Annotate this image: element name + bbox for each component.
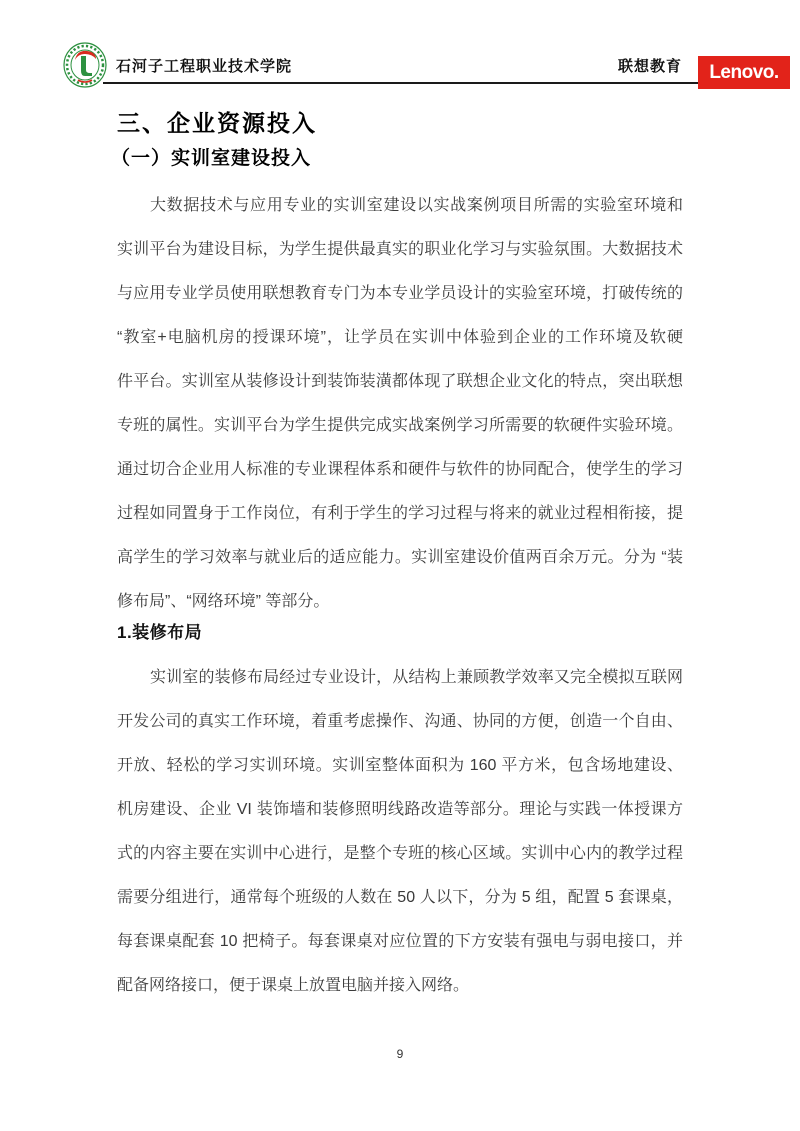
document-body [111, 108, 683, 1008]
sub-heading: 1.装修布局 [117, 623, 203, 642]
paragraph-line: 件平台。实训室从装修设计到装饰装潢都体现了联想企业文化的特点，突出联想 [117, 373, 683, 390]
paragraph-line: 开放、轻松的学习实训环境。实训室整体面积为 160 平方米，包含场地建设、 [117, 757, 683, 774]
paragraph-line: 机房建设、企业 VI 装饰墙和装修照明线路改造等部分。理论与实践一体授课方 [117, 801, 683, 818]
paragraph-line: 实训平台为建设目标，为学生提供最真实的职业化学习与实验氛围。大数据技术 [117, 241, 683, 258]
paragraph-line: 与应用专业学员使用联想教育专门为本专业学员设计的实验室环境，打破传统的 [117, 285, 683, 302]
paragraph-line: 专班的属性。实训平台为学生提供完成实战案例学习所需要的软硬件实验环境。 [117, 417, 683, 434]
subsection-title: （一）实训室建设投入 [111, 148, 312, 169]
lenovo-logo [698, 56, 790, 89]
school-logo-icon [62, 40, 108, 90]
paragraph-1 [117, 184, 683, 624]
paragraph-line: 通过切合企业用人标准的专业课程体系和硬件与软件的协同配合，使学生的学习 [117, 461, 683, 478]
paragraph-line: 每套课桌配套 10 把椅子。每套课桌对应位置的下方安装有强电与弱电接口，并 [117, 933, 683, 950]
page-number: 9 [396, 1047, 404, 1061]
paragraph-line: 高学生的学习效率与就业后的适应能力。实训室建设价值两百余万元。分为 “装 [117, 549, 683, 566]
paragraph-line: 大数据技术与应用专业的实训室建设以实战案例项目所需的实验室环境和 [150, 197, 683, 214]
paragraph-line: “教室+电脑机房的授课环境”，让学员在实训中体验到企业的工作环境及软硬 [117, 329, 683, 346]
paragraph-line: 过程如同置身于工作岗位，有利于学生的学习过程与将来的就业过程相衔接，提 [117, 505, 683, 522]
paragraph-line: 式的内容主要在实训中心进行，是整个专班的核心区域。实训中心内的教学过程 [117, 845, 683, 862]
lenovo-logo-text: Lenovo. [709, 61, 779, 83]
header-divider [103, 82, 712, 84]
partner-name: 联想教育 [617, 58, 682, 75]
paragraph-line: 配备网络接口，便于课桌上放置电脑并接入网络。 [117, 977, 470, 994]
page-header [62, 40, 790, 92]
paragraph-line: 开发公司的真实工作环境，着重考虑操作、沟通、协同的方便，创造一个自由、 [117, 713, 683, 730]
paragraph-line: 需要分组进行，通常每个班级的人数在 50 人以下，分为 5 组，配置 5 套课桌， [117, 889, 683, 906]
paragraph-line: 修布局”、“网络环境” 等部分。 [117, 593, 330, 610]
paragraph-line: 实训室的装修布局经过专业设计，从结构上兼顾教学效率又完全模拟互联网 [150, 669, 683, 686]
section-title: 三、企业资源投入 [117, 110, 317, 136]
paragraph-2 [117, 656, 683, 1008]
school-name: 石河子工程职业技术学院 [116, 58, 293, 75]
